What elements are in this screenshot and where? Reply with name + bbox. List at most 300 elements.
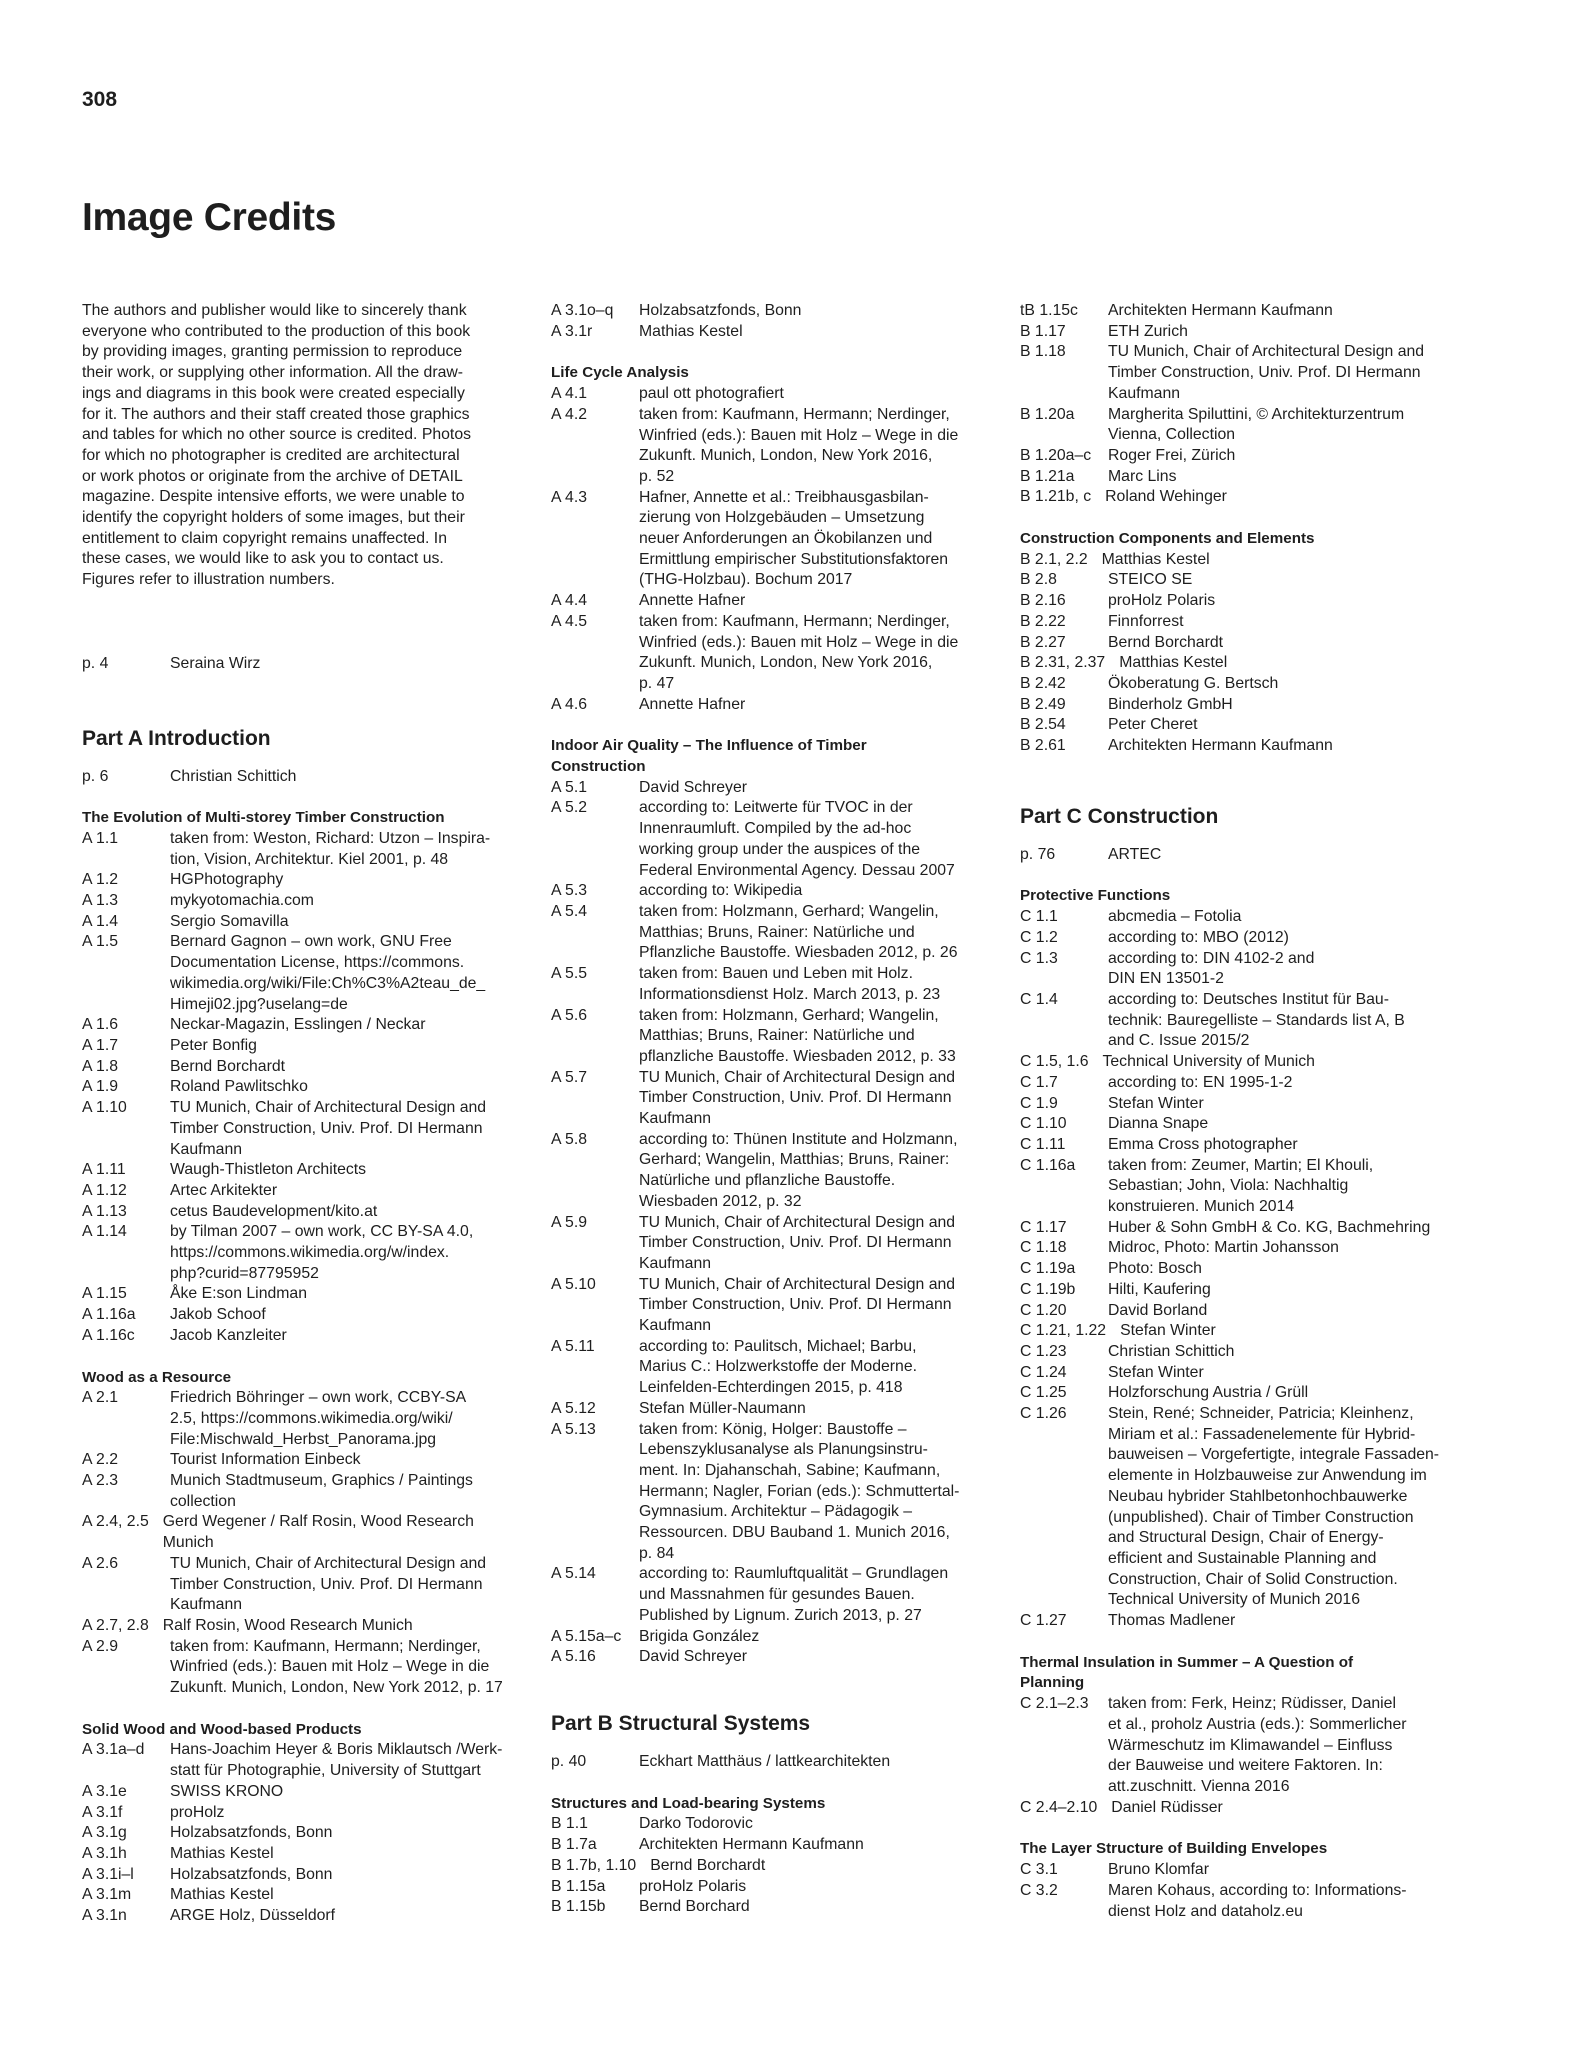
credit-value: Dianna Snape	[1108, 1115, 1209, 1133]
credit-row	[1020, 1052, 1460, 1073]
credit-key: C 3.2	[1020, 1881, 1058, 1899]
credit-row	[1020, 591, 1460, 612]
credit-value: Holzabsatzfonds, Bonn	[639, 302, 802, 319]
credit-key: B 1.20a–c	[1020, 446, 1092, 464]
credit-row	[1020, 1280, 1460, 1301]
credit-row	[551, 1420, 991, 1565]
column-2	[551, 301, 991, 1918]
credit-value: according to: Paulitsch, Michael; Barbu, Marius C.: Holzwerkstoffe der Moderne. Leinfelden-Echterdingen 2015, p. 418	[639, 1337, 918, 1397]
credit-value: Holzabsatzfonds, Bonn	[170, 1824, 333, 1842]
credit-value: Åke E:son Lindman	[170, 1285, 307, 1303]
credit-value: Bernd Borchardt	[650, 1856, 766, 1874]
credit-row-p4	[82, 654, 512, 675]
credit-key: B 1.21a	[1020, 467, 1075, 485]
credit-row	[551, 384, 991, 405]
credit-row	[1020, 1218, 1460, 1239]
credit-value: Ralf Rosin, Wood Research Munich	[162, 1616, 413, 1634]
credit-row	[1020, 570, 1460, 591]
credit-key: C 1.21, 1.22	[1020, 1322, 1107, 1340]
credit-value: Hans-Joachim Heyer & Boris Miklautsch /Werk- statt für Photographie, University of Stuttgart	[170, 1741, 503, 1780]
credit-row	[1020, 1156, 1460, 1218]
credit-key: A 1.4	[82, 912, 119, 930]
credit-row	[1020, 612, 1460, 633]
credit-value: Margherita Spiluttini, © Architekturzentrum Vienna, Collection	[1108, 405, 1405, 444]
credit-row	[1020, 1135, 1460, 1156]
credit-row	[1020, 1073, 1460, 1094]
credit-value: TU Munich, Chair of Architectural Design and Timber Construction, Univ. Prof. DI Hermann Kaufmann	[170, 1554, 487, 1614]
credit-row	[551, 1814, 991, 1835]
credit-value: Annette Hafner	[639, 592, 746, 610]
credit-value: Matthias Kestel	[1119, 654, 1228, 672]
credit-row	[551, 778, 991, 799]
credit-row	[1020, 736, 1460, 757]
credit-list	[551, 1814, 991, 1918]
credit-row	[82, 1057, 512, 1078]
credit-key: C 1.20	[1020, 1301, 1067, 1319]
credit-row	[1020, 653, 1460, 674]
credit-key: B 2.31, 2.37	[1020, 654, 1106, 672]
credit-list	[551, 778, 991, 1668]
credit-row	[82, 1740, 512, 1781]
credit-key: A 3.1r	[551, 322, 593, 340]
credit-value: mykyotomachia.com	[170, 892, 314, 910]
credit-value: Brigida González	[639, 1627, 760, 1645]
credit-row	[551, 1006, 991, 1068]
credit-row	[551, 612, 991, 695]
credit-key: A 4.6	[551, 695, 588, 713]
credit-value: Annette Hafner	[639, 695, 746, 713]
credit-list	[551, 301, 991, 342]
credit-row	[551, 591, 991, 612]
credit-row	[82, 1388, 512, 1450]
credit-row	[1020, 695, 1460, 716]
credit-value: according to: Thünen Institute and Holzmann, Gerhard; Wangelin, Matthias; Bruns, Rainer: Natürliche und pflanzliche Baustoffe. Wiesbaden 2012, p. 32	[639, 1130, 958, 1210]
section-heading-layer: The Layer Structure of Building Envelopes	[1020, 1840, 1328, 1858]
credit-list	[82, 829, 512, 1347]
credit-list	[1020, 301, 1460, 508]
credit-key: A 5.6	[551, 1006, 588, 1024]
credit-key: A 1.16c	[82, 1326, 135, 1344]
credit-value: Sergio Somavilla	[170, 912, 289, 930]
credit-key: B 1.15b	[551, 1898, 606, 1916]
credit-value: proHolz Polaris	[1108, 592, 1216, 610]
credit-value: Stefan Winter	[1120, 1322, 1216, 1340]
credit-value: Midroc, Photo: Martin Johansson	[1108, 1239, 1339, 1257]
credit-key: B 2.1, 2.2	[1020, 550, 1088, 568]
credit-key: A 5.15a–c	[551, 1627, 622, 1645]
credit-value: according to: Leitwerte für TVOC in der Innenraumluft. Compiled by the ad-hoc working group under the auspices of the Federal Environmental Agency. Dessau 2007	[639, 799, 955, 879]
credit-key: A 1.14	[82, 1223, 127, 1241]
credit-key: B 1.15a	[551, 1877, 606, 1895]
credit-key: A 3.1m	[82, 1886, 132, 1904]
credit-key: C 1.19b	[1020, 1280, 1076, 1298]
credit-key: A 5.11	[551, 1337, 595, 1355]
credit-value: Stein, René; Schneider, Patricia; Kleinhenz, Miriam et al.: Fassadenelemente für Hybrid- bauweisen – Vorgefertigte, integrale Fassaden- elemente in Holzbauweise zur Anwendung im Neubau hybrider Stahlbetonhochbauwerke (unpublished). Chair of Timber Construction and Structural Design, Chair of Energy- efficient and Sustainable Planning and Construction, Chair of Solid Construction. Technical University of Munich 2016	[1108, 1405, 1440, 1609]
page-title: Image Credits	[82, 196, 337, 239]
credit-value: Darko Todorovic	[639, 1815, 753, 1833]
credit-row	[82, 1015, 512, 1036]
credit-row	[1020, 467, 1460, 488]
credit-value: Architekten Hermann Kaufmann	[639, 1836, 864, 1854]
credit-value: Binderholz GmbH	[1108, 695, 1233, 713]
credit-list	[82, 1740, 512, 1926]
credit-row	[82, 1202, 512, 1223]
credit-row	[551, 695, 991, 716]
credit-row-p6	[82, 767, 512, 788]
credit-value: Technical University of Munich	[1102, 1053, 1315, 1071]
credit-row	[551, 1564, 991, 1626]
credit-value: TU Munich, Chair of Architectural Design and Timber Construction, Univ. Prof. DI Hermann Kaufmann	[639, 1068, 956, 1128]
credit-key: C 1.26	[1020, 1405, 1067, 1423]
credit-value: Roger Frei, Zürich	[1108, 446, 1236, 464]
credit-value: Finnforrest	[1108, 612, 1184, 630]
credit-row	[551, 1856, 991, 1877]
credit-key: C 1.4	[1020, 990, 1058, 1008]
credit-value: Roland Pawlitschko	[170, 1078, 308, 1096]
credit-value: Hilti, Kaufering	[1108, 1280, 1211, 1298]
credit-key: C 1.11	[1020, 1135, 1066, 1153]
credit-value: Huber & Sohn GmbH & Co. KG, Bachmehring	[1108, 1218, 1431, 1236]
credit-value: according to: Wikipedia	[639, 882, 803, 900]
credit-key: p. 4	[82, 654, 109, 672]
credit-key: A 1.16a	[82, 1306, 136, 1324]
credit-key: B 2.22	[1020, 612, 1066, 630]
credit-row	[82, 1823, 512, 1844]
credit-value: taken from: Kaufmann, Hermann; Nerdinger, Winfried (eds.): Bauen mit Holz – Wege in die Zukunft. Munich, London, New York 2016, p. 47	[639, 612, 959, 692]
credit-value: Thomas Madlener	[1108, 1612, 1236, 1630]
credit-value: Christian Schittich	[1108, 1342, 1235, 1360]
credit-value: abcmedia – Fotolia	[1108, 908, 1242, 926]
credit-key: A 1.3	[82, 892, 119, 910]
credit-row	[1020, 674, 1460, 695]
credit-key: A 5.2	[551, 799, 588, 817]
credit-value: HGPhotography	[170, 871, 284, 889]
credit-key: A 3.1n	[82, 1907, 127, 1925]
credit-row	[1020, 1798, 1460, 1819]
credit-value: Roland Wehinger	[1105, 488, 1227, 506]
credit-row	[1020, 487, 1460, 508]
credit-value: cetus Baudevelopment/kito.at	[170, 1202, 378, 1220]
credit-value: Artec Arkitekter	[170, 1181, 278, 1199]
credit-key: A 1.6	[82, 1016, 119, 1034]
credit-row	[1020, 405, 1460, 446]
credit-key: C 1.2	[1020, 928, 1058, 946]
credit-value: Gerd Wegener / Ralf Rosin, Wood Research Munich	[162, 1513, 474, 1552]
credit-value: Holzforschung Austria / Grüll	[1108, 1384, 1309, 1402]
credit-value: according to: Deutsches Institut für Bau- technik: Bauregelliste – Standards list A, B and C. Issue 2015/2	[1108, 990, 1405, 1050]
part-c-heading: Part C Construction	[1020, 804, 1219, 828]
credit-value: Daniel Rüdisser	[1111, 1798, 1223, 1816]
credit-value: SWISS KRONO	[170, 1782, 284, 1800]
credit-value: Architekten Hermann Kaufmann	[1108, 737, 1333, 755]
credit-row	[82, 1906, 512, 1927]
credit-key: A 2.2	[82, 1451, 119, 1469]
credit-key: tB 1.15c	[1020, 302, 1078, 319]
credit-value: taken from: Zeumer, Martin; El Khouli, Sebastian; John, Viola: Nachhaltig konstruieren. Munich 2014	[1108, 1156, 1374, 1216]
credit-row	[551, 964, 991, 1005]
credit-row	[1020, 342, 1460, 404]
part-b-heading: Part B Structural Systems	[551, 1712, 811, 1735]
section-heading-indoor: Indoor Air Quality – The Influence of Timber Construction	[551, 737, 867, 776]
credit-value: Mathias Kestel	[170, 1845, 274, 1862]
credit-key: B 1.17	[1020, 322, 1066, 340]
credit-row	[1020, 1363, 1460, 1384]
credit-key: A 2.4, 2.5	[82, 1513, 149, 1531]
credit-row	[82, 1844, 512, 1865]
section-heading-lca: Life Cycle Analysis	[551, 364, 689, 382]
credit-key: C 1.17	[1020, 1218, 1067, 1236]
credit-key: C 1.10	[1020, 1115, 1067, 1133]
credit-row	[1020, 1860, 1460, 1881]
credit-row	[82, 1326, 512, 1347]
credit-key: A 5.1	[551, 778, 588, 796]
credit-key: A 4.2	[551, 405, 588, 423]
credit-row	[82, 1782, 512, 1803]
credit-list	[1020, 907, 1460, 1632]
credit-row	[551, 1213, 991, 1275]
credit-row	[551, 405, 991, 488]
credit-row	[551, 488, 991, 592]
credit-value: taken from: Holzmann, Gerhard; Wangelin, Matthias; Bruns, Rainer: Natürliche und Pflanzliche Baustoffe. Wiesbaden 2012, p. 26	[639, 902, 958, 962]
credit-row	[551, 1877, 991, 1898]
credit-key: A 1.15	[82, 1285, 127, 1303]
credit-value: Peter Cheret	[1108, 716, 1198, 734]
credit-row	[551, 1130, 991, 1213]
credit-value: ETH Zurich	[1108, 322, 1188, 340]
credit-key: A 5.5	[551, 965, 588, 983]
credit-key: A 5.12	[551, 1399, 596, 1417]
credit-key: A 4.1	[551, 385, 588, 403]
credit-row	[82, 1450, 512, 1471]
credit-key: p. 76	[1020, 845, 1056, 863]
credit-key: A 4.4	[551, 592, 588, 610]
credit-value: Architekten Hermann Kaufmann	[1108, 302, 1333, 319]
credit-key: B 2.8	[1020, 571, 1057, 589]
credit-value: Eckhart Matthäus / lattkearchitekten	[639, 1753, 891, 1770]
credit-key: B 1.18	[1020, 343, 1066, 361]
credit-row	[82, 1181, 512, 1202]
credit-key: A 3.1o–q	[551, 302, 614, 319]
credit-row	[82, 1885, 512, 1906]
credit-key: A 3.1a–d	[82, 1741, 145, 1759]
credit-value: taken from: König, Holger: Baustoffe – Lebenszyklusanalyse als Planungsinstru- ment. In: Djahanschah, Sabine; Kaufmann, Hermann; Nagler, Forian (eds.): Schmuttertal- Gymnasium. Architektur – Pädagogik – Ressourcen. DBU Bauband 1. Munich 2016, p. 84	[639, 1420, 960, 1562]
credit-key: A 5.8	[551, 1130, 588, 1148]
credit-key: A 5.9	[551, 1213, 588, 1231]
section-heading-solid: Solid Wood and Wood-based Products	[82, 1720, 362, 1738]
credit-key: B 2.61	[1020, 737, 1066, 755]
credit-value: Munich Stadtmuseum, Graphics / Paintings collection	[170, 1472, 473, 1510]
credit-value: Bernd Borchardt	[1108, 633, 1224, 651]
credit-row	[551, 301, 991, 322]
credit-key: C 1.5, 1.6	[1020, 1053, 1089, 1071]
credit-key: C 1.3	[1020, 949, 1058, 967]
credit-key: B 1.7b, 1.10	[551, 1856, 637, 1874]
credit-row	[1020, 1342, 1460, 1363]
credit-value: paul ott photografiert	[639, 385, 784, 403]
page-number: 308	[82, 88, 118, 111]
credit-row	[551, 1897, 991, 1918]
credit-key: A 5.14	[551, 1565, 596, 1583]
credit-value: proHolz Polaris	[639, 1877, 747, 1895]
credit-key: C 1.27	[1020, 1612, 1067, 1630]
credit-key: A 2.3	[82, 1472, 119, 1490]
credit-row	[1020, 907, 1460, 928]
credit-key: B 1.7a	[551, 1836, 597, 1854]
credit-key: A 1.2	[82, 871, 119, 889]
credit-row	[551, 1337, 991, 1399]
credit-key: C 1.24	[1020, 1363, 1067, 1381]
credit-value: Friedrich Böhringer – own work, CCBY-SA 2.5, https://commons.wikimedia.org/wiki/ File:Mischwald_Herbst_Panorama.jpg	[170, 1389, 467, 1448]
credit-key: A 1.10	[82, 1099, 127, 1117]
credit-row	[82, 1803, 512, 1824]
credit-key: A 4.5	[551, 612, 588, 630]
credit-row	[1020, 990, 1460, 1052]
credit-value: David Schreyer	[639, 1648, 747, 1666]
credit-key: A 3.1i–l	[82, 1865, 134, 1883]
credit-row	[1020, 949, 1460, 990]
credit-key: A 5.10	[551, 1275, 596, 1293]
credit-value: TU Munich, Chair of Architectural Design and Timber Construction, Univ. Prof. DI Hermann Kaufmann	[170, 1099, 487, 1158]
section-heading-structures: Structures and Load-bearing Systems	[551, 1794, 826, 1812]
credit-row	[1020, 1383, 1460, 1404]
credit-row	[1020, 1301, 1460, 1322]
section-heading-wood: Wood as a Resource	[82, 1368, 232, 1386]
part-a-heading: Part A Introduction	[82, 726, 271, 750]
credit-value: Emma Cross photographer	[1108, 1135, 1298, 1153]
section-heading-protective: Protective Functions	[1020, 887, 1171, 905]
credit-key: C 1.7	[1020, 1073, 1058, 1091]
credit-row	[1020, 633, 1460, 654]
section-heading-evolution: The Evolution of Multi-storey Timber Construction	[82, 809, 445, 827]
credit-value: according to: EN 1995-1-2	[1108, 1073, 1293, 1091]
credit-row	[551, 798, 991, 881]
credit-key: B 1.20a	[1020, 405, 1075, 423]
credit-value: taken from: Holzmann, Gerhard; Wangelin, Matthias; Bruns, Rainer: Natürliche und pflanzliche Baustoffe. Wiesbaden 2012, p. 33	[639, 1006, 956, 1065]
credit-key: C 1.18	[1020, 1239, 1067, 1257]
credit-value: Stefan Winter	[1108, 1094, 1204, 1112]
credit-value: Neckar-Magazin, Esslingen / Neckar	[170, 1016, 426, 1034]
credit-row	[82, 1284, 512, 1305]
credit-key: C 1.16a	[1020, 1156, 1076, 1174]
credit-key: B 2.42	[1020, 674, 1066, 692]
credit-value: STEICO SE	[1108, 571, 1193, 589]
credit-value: TU Munich, Chair of Architectural Design and Timber Construction, Univ. Prof. DI Hermann Kaufmann	[1108, 343, 1425, 402]
credit-value: according to: MBO (2012)	[1108, 928, 1289, 946]
credit-value: Hafner, Annette et al.: Treibhausgasbilan- zierung von Holzgebäuden – Umsetzung neuer Anforderungen an Ökobilanzen und Ermittlung empirischer Substitutionsfaktoren (THG-Holzbau). Bochum 2017	[639, 488, 949, 589]
credit-key: A 5.3	[551, 882, 588, 900]
credit-key: A 3.1f	[82, 1803, 123, 1821]
credit-key: A 1.5	[82, 933, 119, 951]
credit-key: C 1.23	[1020, 1342, 1067, 1360]
credit-list	[1020, 1860, 1460, 1922]
column-3	[1020, 301, 1460, 1922]
credit-row	[82, 912, 512, 933]
credit-row	[82, 1616, 512, 1637]
credit-value: Seraina Wirz	[170, 654, 261, 672]
credit-row	[1020, 446, 1460, 467]
credit-row	[82, 1222, 512, 1284]
credit-value: according to: DIN 4102-2 and DIN EN 13501-2	[1108, 949, 1315, 988]
credit-row	[551, 881, 991, 902]
credit-row	[82, 1865, 512, 1886]
credit-key: A 3.1h	[82, 1845, 127, 1862]
credit-value: Bernard Gagnon – own work, GNU Free Documentation License, https://commons. wikimedia.org/wiki/File:Ch%C3%A2teau_de_ Himeji02.jpg?uselang=de	[170, 933, 486, 1013]
credit-row	[82, 1554, 512, 1616]
credit-value: taken from: Bauen und Leben mit Holz. Informationsdienst Holz. March 2013, p. 23	[639, 965, 941, 1003]
credit-row	[551, 902, 991, 964]
credit-key: A 3.1g	[82, 1824, 127, 1842]
credit-value: Bruno Klomfar	[1108, 1861, 1209, 1879]
credit-row	[1020, 301, 1460, 322]
credit-value: Mathias Kestel	[639, 322, 743, 340]
credit-value: proHolz	[170, 1803, 225, 1821]
credit-row	[551, 1068, 991, 1130]
credit-key: p. 40	[551, 1753, 587, 1770]
credit-key: A 1.13	[82, 1202, 127, 1220]
credit-row	[551, 322, 991, 343]
credit-key: C 2.1–2.3	[1020, 1695, 1089, 1713]
credit-key: B 2.54	[1020, 716, 1066, 734]
credit-value: Holzabsatzfonds, Bonn	[170, 1865, 333, 1883]
credit-row	[82, 870, 512, 891]
credit-key: C 2.4–2.10	[1020, 1798, 1098, 1816]
credit-row	[551, 1627, 991, 1648]
credit-key: A 5.7	[551, 1068, 588, 1086]
credit-value: taken from: Ferk, Heinz; Rüdisser, Daniel et al., proholz Austria (eds.): Sommerlicher Wärmeschutz im Klimawandel – Einfluss der Bauweise und weitere Faktoren. In: att.zuschnitt. Vienna 2016	[1108, 1695, 1407, 1795]
credit-key: C 3.1	[1020, 1861, 1058, 1879]
credit-key: A 2.9	[82, 1637, 119, 1655]
credit-key: A 5.16	[551, 1648, 596, 1666]
credit-list	[82, 1388, 512, 1699]
credit-row	[1020, 1404, 1460, 1611]
credit-row	[82, 891, 512, 912]
credit-row	[82, 1098, 512, 1160]
credit-key: C 1.9	[1020, 1094, 1058, 1112]
credit-key: A 5.13	[551, 1420, 596, 1438]
credit-key: A 1.12	[82, 1181, 127, 1199]
credit-key: A 1.1	[82, 829, 119, 847]
credit-row	[1020, 322, 1460, 343]
credit-key: C 1.19a	[1020, 1260, 1076, 1278]
credit-value: Ökoberatung G. Bertsch	[1108, 674, 1279, 692]
credit-value: Bernd Borchardt	[170, 1057, 286, 1075]
credit-value: David Borland	[1108, 1301, 1208, 1319]
credit-row	[1020, 1238, 1460, 1259]
credit-row	[1020, 1321, 1460, 1342]
credit-row	[551, 1399, 991, 1420]
credit-list	[551, 384, 991, 715]
credit-row	[82, 1036, 512, 1057]
credit-value: Jacob Kanzleiter	[170, 1326, 287, 1344]
credit-key: B 2.16	[1020, 592, 1066, 610]
credit-row	[82, 1512, 512, 1553]
column-1	[82, 301, 512, 1927]
credit-row	[1020, 928, 1460, 949]
credit-row	[82, 1637, 512, 1699]
credit-row	[1020, 1694, 1460, 1798]
credit-key: A 2.7, 2.8	[82, 1616, 149, 1634]
credit-value: Stefan Winter	[1108, 1363, 1204, 1381]
credit-value: Photo: Bosch	[1108, 1260, 1202, 1278]
credit-value: ARGE Holz, Düsseldorf	[170, 1907, 336, 1925]
credit-value: ARTEC	[1108, 845, 1162, 863]
credit-value: Matthias Kestel	[1101, 550, 1210, 568]
credit-value: Maren Kohaus, according to: Informations- dienst Holz and dataholz.eu	[1108, 1881, 1407, 1920]
credit-value: by Tilman 2007 – own work, CC BY-SA 4.0, https://commons.wikimedia.org/w/index. php?curid=87795952	[170, 1223, 474, 1282]
credit-value: according to: Raumluftqualität – Grundlagen und Massnahmen für gesundes Bauen. Published by Lignum. Zurich 2013, p. 27	[639, 1565, 949, 1624]
intro-paragraph: The authors and publisher would like to sincerely thank everyone who contributed to the production of this book by providing images, granting permission to reproduce their work, or supplying other information. All the draw- ings and diagrams in this book were created especially for it. The authors and their staff created those graphics and tables for which no other source is credited. Photos for which no photographer is credited are architectural or work photos or originate from the archive of DETAIL magazine. Despite intensive efforts, we were unable to identify the copyright holders of some images, but their entitlement to claim copyright remains unaffected. In these cases, we would like to ask you to contact us. Figures refer to illustration numbers.	[82, 302, 471, 589]
credit-row	[1020, 1881, 1460, 1922]
